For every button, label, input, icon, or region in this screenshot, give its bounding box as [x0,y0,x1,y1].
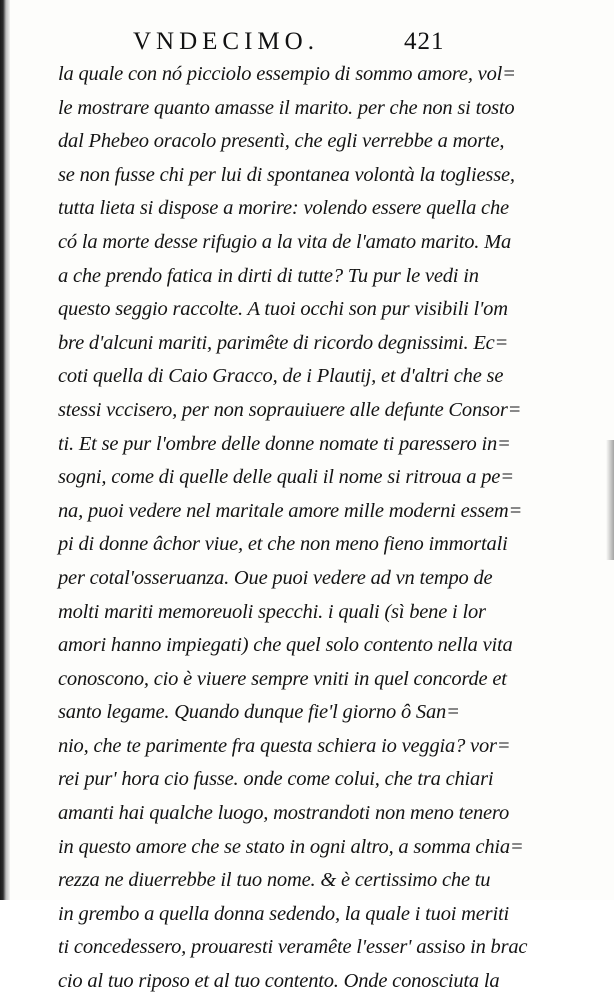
text-line: questo seggio raccolte. A tuoi occhi son pur visibili l'om [58,298,508,321]
text-line: a che prendo fatica in dirti di tutte? Tu pur le vedi in [58,264,479,287]
text-line: ti. Et se pur l'ombre delle donne nomate ti paressero in= [58,432,511,455]
text-line: tutta lieta si dispose a morire: volendo essere quella che [58,197,509,220]
page-binding-edge [0,0,10,900]
text-line: in grembo a quella donna sedendo, la quale i tuoi meriti [58,902,509,925]
text-line: coti quella di Caio Gracco, de i Plautij, et d'altri che se [58,365,504,388]
body-text [58,58,598,999]
text-line: có la morte desse rifugio a la vita de l'amato marito. Ma [58,230,512,253]
text-line: ti concedessero, prouaresti veramête l'esser' assiso in brac [58,936,528,959]
text-line: cio al tuo riposo et al tuo contento. Onde conosciuta la [58,970,500,993]
text-line: amori hanno impiegati) che quel solo contento nella vita [58,634,513,657]
text-line: la quale con nó picciolo essempio di sommo amore, vol= [58,63,516,85]
page-number: 421 [404,28,445,55]
text-line: conoscono, cio è viuere sempre vniti in quel concorde et [58,667,507,690]
text-line: na, puoi vedere nel maritale amore mille moderni essem= [58,499,523,522]
text-line: pi di donne âchor viue, et che non meno fieno immortali [58,533,508,556]
page-edge-shadow [606,440,614,560]
text-line: per cotal'osseruanza. Oue puoi vedere ad vn tempo de [58,566,493,589]
text-line: stessi vccisero, per non soprauiuere alle defunte Consor= [58,398,522,421]
text-line: se non fusse chi per lui di spontanea volontà la togliesse, [58,163,515,186]
text-line: amanti hai qualche luogo, mostrandoti non meno tenero [58,802,509,825]
text-line: nio, che te parimente fra questa schiera io veggia? vor= [58,734,511,757]
text-line: santo legame. Quando dunque fie'l giorno ô San= [58,701,460,724]
text-line: le mostrare quanto amasse il marito. per che non si tosto [58,96,515,119]
text-line: sogni, come di quelle delle quali il nome si ritroua a pe= [58,466,514,489]
text-line: rei pur' hora cio fusse. onde come colui, che tra chiari [58,768,494,791]
text-line: bre d'alcuni mariti, parimête di ricordo degnissimi. Ec= [58,331,509,354]
running-title: VNDECIMO. [133,28,319,55]
text-line: in questo amore che se stato in ogni altro, a somma chia= [58,835,524,858]
text-line: molti mariti memoreuoli specchi. i quali (sì bene i lor [58,600,486,623]
text-line: rezza ne diuerrebbe il tuo nome. & è certissimo che tu [58,869,491,892]
text-line: dal Phebeo oracolo presentì, che egli verrebbe a morte, [58,130,505,153]
